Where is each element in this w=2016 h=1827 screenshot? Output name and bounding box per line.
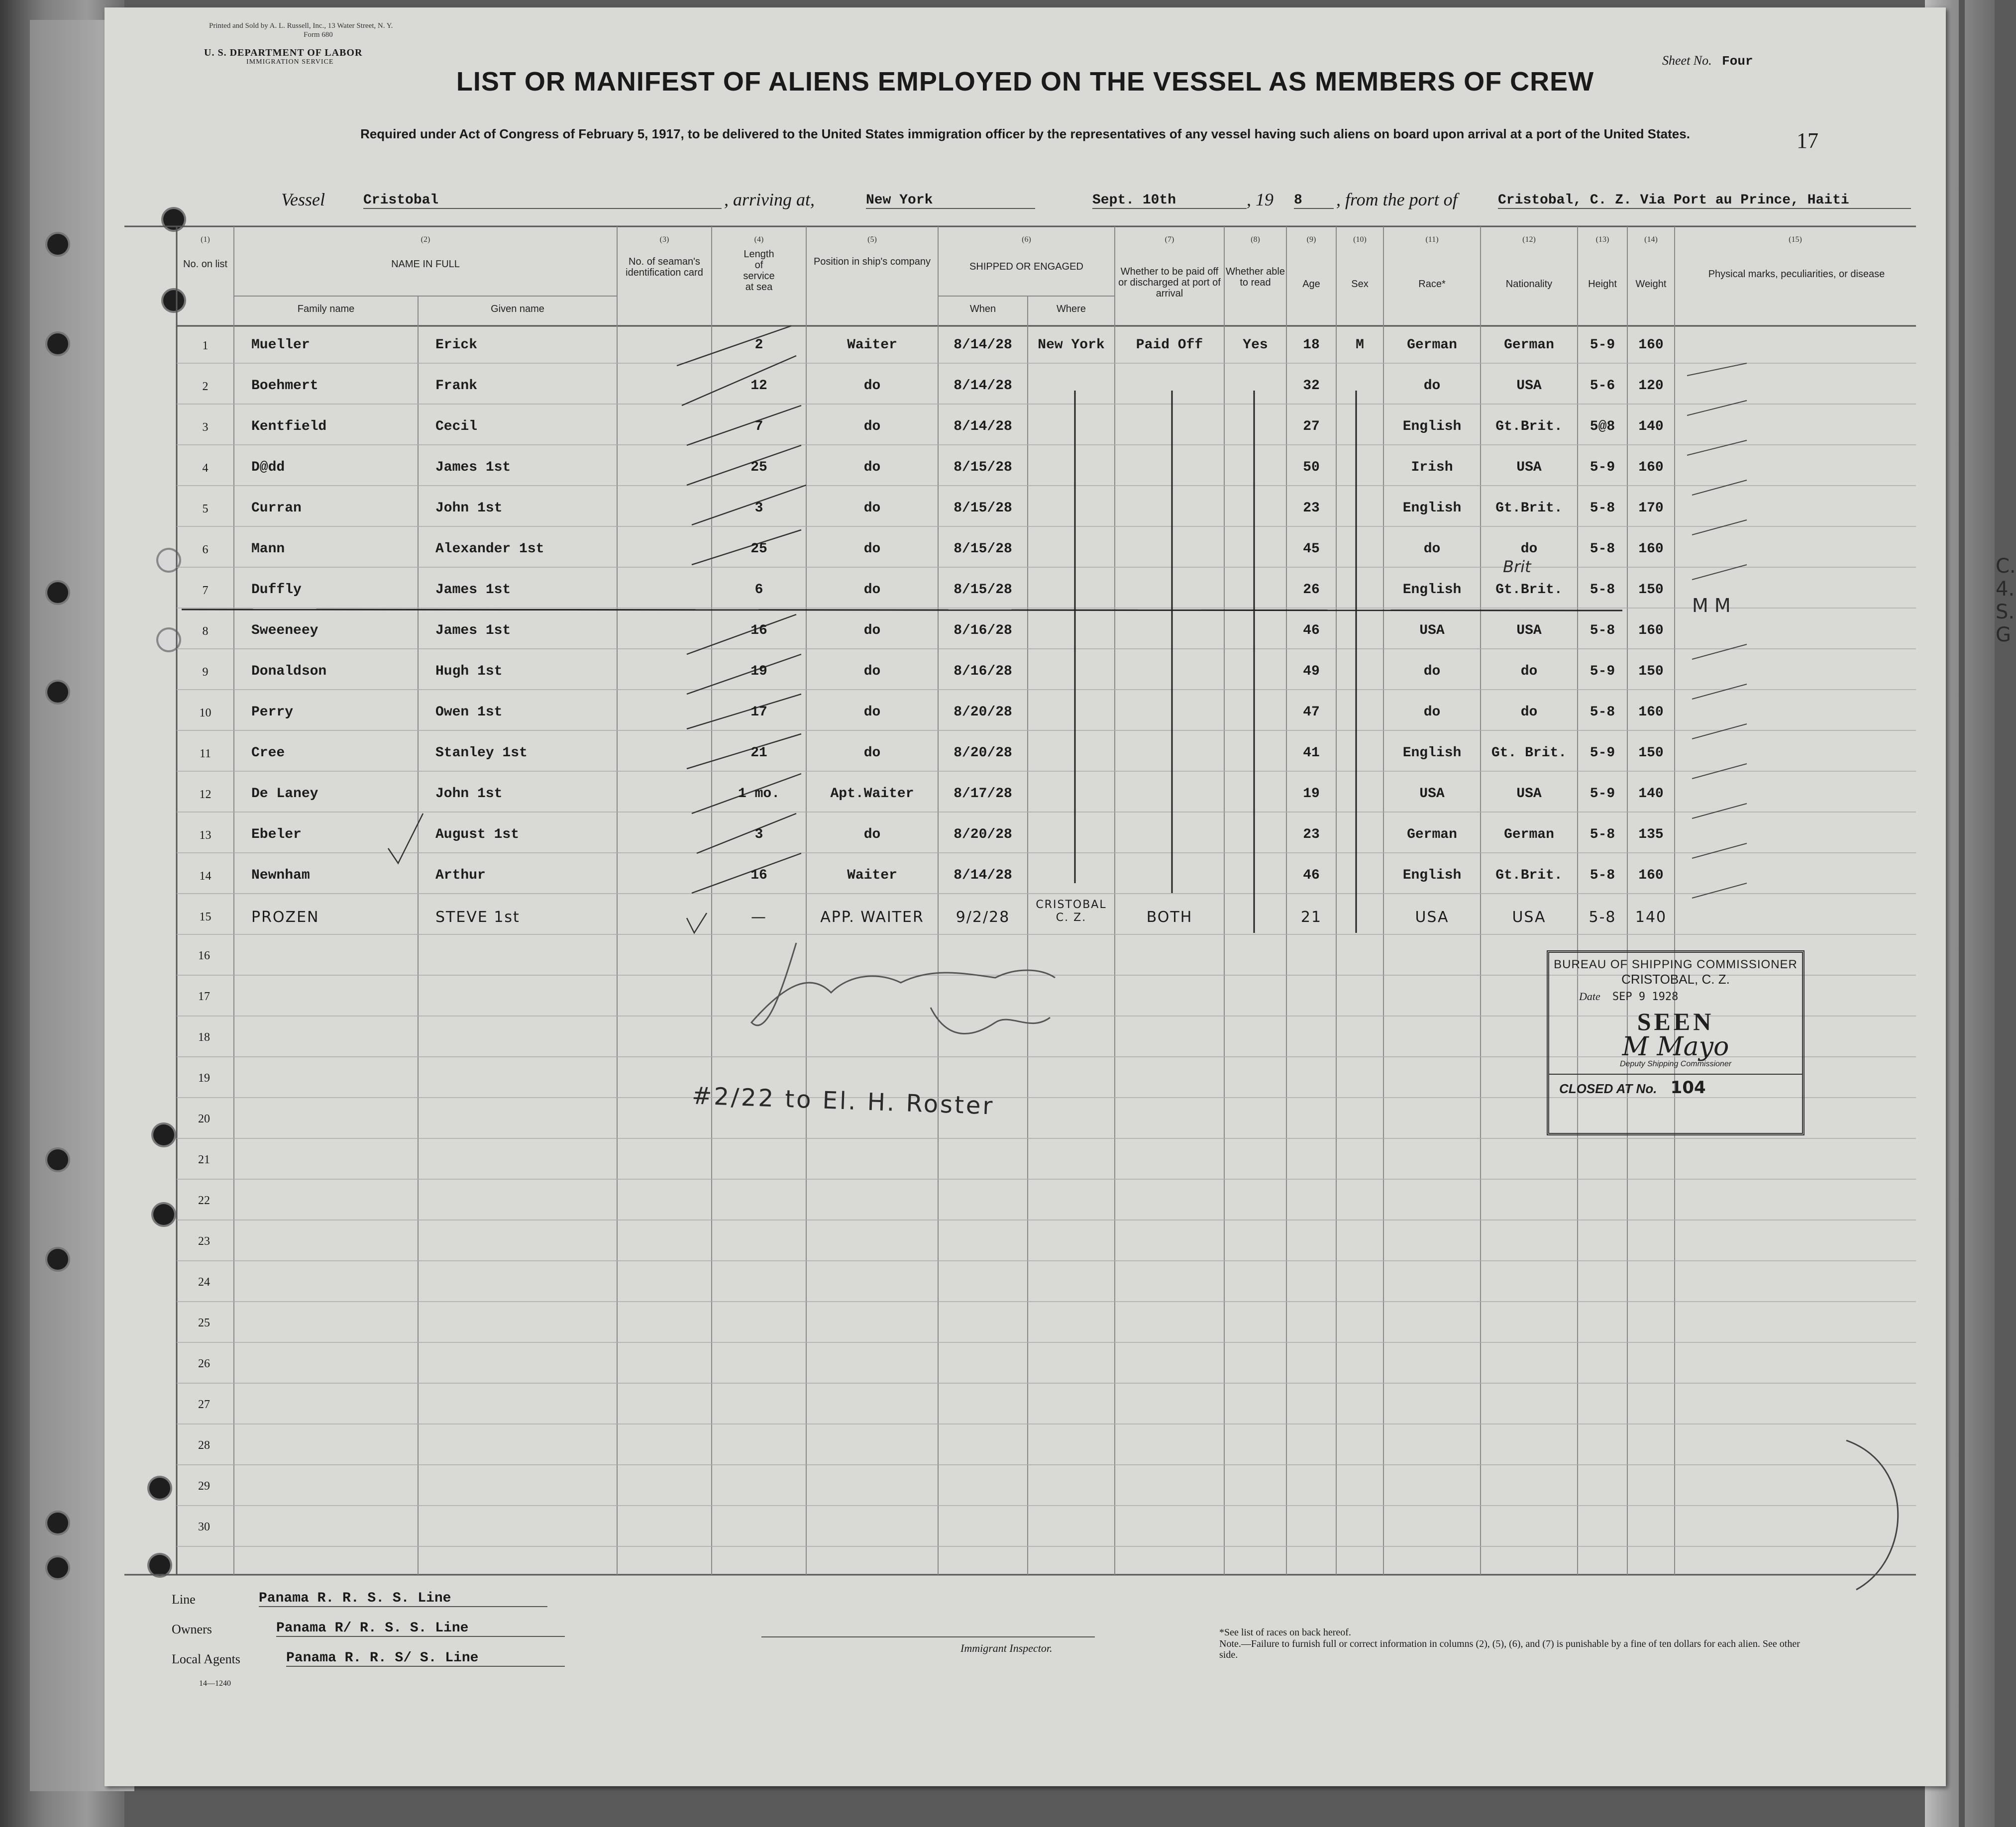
col-5-num: (5)	[867, 235, 877, 244]
row-age: 47	[1303, 705, 1320, 720]
empty-row-number: 27	[198, 1398, 210, 1411]
row-race: do	[1423, 664, 1441, 679]
row-position: do	[863, 582, 881, 598]
col-10-header: Sex	[1351, 279, 1369, 290]
row-age: 41	[1303, 745, 1320, 761]
sheet-number-label: Sheet No.	[1662, 53, 1712, 68]
row-weight: 140	[1638, 419, 1664, 434]
row-family-name: Curran	[251, 501, 302, 516]
footer-owners-value: Panama R/ R. S. S. Line	[276, 1621, 565, 1637]
row-nationality: German	[1504, 337, 1554, 353]
footer-agents-label: Local Agents	[172, 1652, 240, 1666]
binder-hole	[47, 234, 68, 255]
row-nationality: USA	[1516, 786, 1542, 802]
col-7-num: (7)	[1165, 235, 1174, 244]
row-height: 5-9	[1590, 460, 1615, 475]
row-family-name: PROZEN	[251, 909, 319, 926]
row-shipped-when: 8/20/28	[954, 745, 1012, 761]
row-nationality: Gt.Brit.	[1495, 419, 1563, 434]
col-3-header: No. of seaman's identification card	[626, 256, 703, 278]
row-service-length: 3	[754, 501, 763, 516]
row-sex: M	[1356, 337, 1364, 353]
row-family-name: D@dd	[251, 460, 285, 475]
row-shipped-when: 8/14/28	[954, 337, 1012, 353]
row-height: 5-8	[1590, 541, 1615, 557]
row-weight: 140	[1635, 909, 1667, 926]
from-port: Cristobal, C. Z. Via Port au Prince, Haiti	[1498, 193, 1911, 209]
row-weight: 170	[1638, 501, 1664, 516]
row-height: 5-8	[1590, 868, 1615, 883]
row-number: 2	[202, 380, 209, 393]
row-race: German	[1407, 337, 1457, 353]
row-height: 5-8	[1589, 909, 1616, 926]
binder-hole	[47, 1149, 68, 1170]
row-height: 5-9	[1590, 664, 1615, 679]
row-service-length: 7	[754, 419, 763, 434]
row-race: USA	[1415, 909, 1449, 926]
row-number: 11	[199, 747, 212, 760]
row-family-name: Mann	[251, 541, 285, 557]
sheet-number-value: Four	[1722, 54, 1753, 69]
arriving-label: , arriving at,	[724, 190, 815, 209]
row-family-name: Kentfield	[251, 419, 327, 434]
empty-row-number: 16	[198, 949, 210, 962]
col-8-num: (8)	[1251, 235, 1260, 244]
row-nationality: do	[1520, 664, 1538, 679]
row-family-name: Ebeler	[251, 827, 302, 842]
row-family-name: Cree	[251, 745, 285, 761]
footer-agents-value: Panama R. R. S/ S. Line	[286, 1650, 565, 1667]
row-service-length: —	[751, 909, 767, 926]
row-number: 14	[199, 870, 212, 883]
row-given-name: John 1st	[435, 786, 503, 802]
row-nationality: Gt.Brit.	[1495, 868, 1563, 883]
row-age: 23	[1303, 501, 1320, 516]
stamp-closed-row	[1549, 1074, 1802, 1098]
row-service-length: 6	[754, 582, 763, 598]
row-weight: 160	[1638, 705, 1664, 720]
row-number: 6	[202, 543, 209, 556]
row-nationality: USA	[1516, 378, 1542, 394]
row-service-length: 3	[754, 827, 763, 842]
col-10-num: (10)	[1353, 235, 1367, 244]
col-6-header: SHIPPED OR ENGAGED	[969, 261, 1083, 272]
col-12-header: Nationality	[1505, 279, 1553, 290]
row-number: 3	[202, 421, 209, 434]
row-position: do	[863, 827, 881, 842]
year-value: 8	[1294, 193, 1334, 209]
row-nationality: German	[1504, 827, 1554, 842]
row-race: do	[1423, 378, 1441, 394]
empty-row-number: 19	[198, 1072, 210, 1085]
col-9-num: (9)	[1306, 235, 1316, 244]
row-age: 46	[1303, 623, 1320, 638]
row-weight: 135	[1638, 827, 1664, 842]
row-given-name: Stanley 1st	[435, 745, 528, 761]
row-family-name: Sweeneey	[251, 623, 318, 638]
col-1-num: (1)	[201, 235, 210, 244]
row-position: do	[863, 623, 881, 638]
col-2-family-header: Family name	[297, 304, 355, 314]
row-height: 5-8	[1590, 582, 1615, 598]
row-position: Waiter	[847, 868, 897, 883]
margin-note-right: C. 4. S. G	[1996, 555, 2016, 646]
row-number: 9	[202, 666, 209, 679]
stamp-role: Deputy Shipping Commissioner	[1619, 1060, 1732, 1068]
col-13-num: (13)	[1595, 235, 1609, 244]
row-race: USA	[1419, 786, 1445, 802]
row-shipped-when: 8/15/28	[954, 541, 1012, 557]
row-height: 5-9	[1590, 745, 1615, 761]
row-age: 49	[1303, 664, 1320, 679]
row-height: 5-9	[1590, 337, 1615, 353]
row-family-name: Duffly	[251, 582, 302, 598]
empty-row-number: 24	[198, 1276, 210, 1289]
page-subtitle: Required under Act of Congress of February 5, 1917, to be delivered to the United States immigration officer by the representatives of any vessel having such aliens on board upon arrival at a port of the United States.	[360, 126, 1690, 141]
row-age: 18	[1303, 337, 1320, 353]
row-service-length: 25	[750, 541, 767, 557]
col-13-header: Height	[1588, 279, 1617, 290]
stamp-closed-label: CLOSED AT No.	[1559, 1081, 1657, 1096]
row-given-name: Frank	[435, 378, 478, 394]
empty-row-number: 20	[198, 1113, 210, 1125]
col-15-num: (15)	[1789, 235, 1802, 244]
row-position: do	[863, 745, 881, 761]
row-weight: 160	[1638, 460, 1664, 475]
row-service-length: 16	[750, 868, 767, 883]
stamp-location: CRISTOBAL, C. Z.	[1621, 972, 1730, 987]
row-position: do	[863, 664, 881, 679]
row-age: 19	[1303, 786, 1320, 802]
row-height: 5-8	[1590, 705, 1615, 720]
row-given-name: STEVE 1st	[435, 909, 520, 926]
row-age: 50	[1303, 460, 1320, 475]
binder-hole	[47, 582, 68, 603]
row-service-length: 17	[750, 705, 767, 720]
row-race: do	[1423, 541, 1441, 557]
row-family-name: Boehmert	[251, 378, 318, 394]
empty-row-number: 25	[198, 1317, 210, 1329]
row-shipped-when: 8/14/28	[954, 868, 1012, 883]
col-14-header: Weight	[1635, 279, 1667, 290]
row-given-name: Erick	[435, 337, 478, 353]
row-number: 12	[199, 788, 212, 801]
row-number: 7	[202, 584, 209, 597]
empty-row-number: 17	[198, 990, 210, 1003]
empty-row-number: 22	[198, 1194, 210, 1207]
row-shipped-when: 8/14/28	[954, 378, 1012, 394]
row-weight: 150	[1638, 745, 1664, 761]
empty-row-number: 26	[198, 1357, 210, 1370]
row-nationality: USA	[1516, 460, 1542, 475]
department-name: U. S. DEPARTMENT OF LABOR	[204, 47, 363, 58]
arriving-port: New York	[866, 193, 1035, 209]
row-number: 15	[199, 911, 212, 923]
year-label: , 19	[1247, 190, 1273, 209]
row-age: 26	[1303, 582, 1320, 598]
row-given-name: Hugh 1st	[435, 664, 503, 679]
footer-note-races: *See list of races on back hereof.	[1219, 1627, 1351, 1638]
row-family-name: Mueller	[251, 337, 310, 353]
row-position: Waiter	[847, 337, 897, 353]
row-given-name: James 1st	[435, 582, 511, 598]
row-race: English	[1402, 745, 1462, 761]
immigrant-inspector-label: Immigrant Inspector.	[960, 1642, 1053, 1654]
row-race: Irish	[1411, 460, 1453, 475]
stamp-signature: M Mayo	[1622, 1032, 1729, 1062]
row-paid-off: Paid Off	[1136, 337, 1203, 353]
row-race: German	[1407, 827, 1457, 842]
row-position: do	[863, 501, 881, 516]
row-race: USA	[1419, 623, 1445, 638]
row-paid-off: BOTH	[1146, 909, 1193, 926]
footer-note-penalty: Note.—Failure to furnish full or correct information in columns (2), (5), (6), and (7) is punishable by a fine of ten dollars for each alien. See other side.	[1219, 1638, 1800, 1660]
row-given-name: Owen 1st	[435, 705, 503, 720]
page-number: 17	[1797, 128, 1818, 153]
row-shipped-when: 8/16/28	[954, 664, 1012, 679]
row-shipped-where: New York	[1038, 337, 1105, 353]
vessel-name: Cristobal	[363, 193, 722, 209]
row-service-length: 1 mo.	[738, 786, 780, 802]
footer-form-number: 14—1240	[199, 1679, 231, 1688]
empty-row-number: 28	[198, 1439, 210, 1452]
col-2-num: (2)	[421, 235, 430, 244]
row-height: 5-8	[1590, 827, 1615, 842]
row-number: 1	[202, 339, 209, 352]
row-nationality: Gt.Brit.	[1495, 501, 1563, 516]
empty-row-number: 18	[198, 1031, 210, 1044]
margin-note-brit: Brit	[1503, 557, 1531, 576]
row-position: do	[863, 460, 881, 475]
page-title: LIST OR MANIFEST OF ALIENS EMPLOYED ON THE VESSEL AS MEMBERS OF CREW	[456, 67, 1594, 97]
row-weight: 160	[1638, 337, 1664, 353]
vessel-label: Vessel	[281, 190, 325, 209]
col-11-num: (11)	[1425, 235, 1439, 244]
row-service-length: 25	[750, 460, 767, 475]
row-shipped-when: 8/15/28	[954, 460, 1012, 475]
row-weight: 160	[1638, 868, 1664, 883]
row-shipped-when: 8/20/28	[954, 827, 1012, 842]
row-number: 13	[199, 829, 212, 842]
row-nationality: USA	[1516, 623, 1542, 638]
row-position: APP. WAITER	[820, 909, 924, 926]
stamp-date-label: Date	[1579, 990, 1600, 1003]
row-weight: 160	[1638, 541, 1664, 557]
row-race: English	[1402, 868, 1462, 883]
row-number: 8	[202, 625, 209, 638]
row-age: 27	[1303, 419, 1320, 434]
row-nationality: do	[1520, 705, 1538, 720]
empty-row-number: 30	[198, 1521, 210, 1533]
row-service-length: 12	[750, 378, 767, 394]
printer-line-1: Printed and Sold by A. L. Russell, Inc., 13 Water Street, N. Y.	[209, 22, 393, 30]
col-4-header: Length of service at sea	[743, 249, 775, 293]
row-service-length: 16	[750, 623, 767, 638]
row-shipped-when: 9/2/28	[955, 909, 1010, 926]
row-family-name: De Laney	[251, 786, 318, 802]
binder-hole	[47, 1557, 68, 1578]
printer-line-2: Form 680	[304, 31, 333, 39]
row-nationality: do	[1520, 541, 1538, 557]
row-position: Apt.Waiter	[830, 786, 914, 802]
stamp-closed-no: 104	[1670, 1078, 1706, 1098]
col-3-num: (3)	[659, 235, 669, 244]
stamp-date: SEP 9 1928	[1612, 991, 1679, 1003]
row-service-length: 19	[750, 664, 767, 679]
col-8-header: Whether able to read	[1226, 266, 1285, 288]
row-height: 5@8	[1590, 419, 1615, 434]
row-family-name: Donaldson	[251, 664, 327, 679]
col-6-where-header: Where	[1057, 304, 1086, 314]
row-height: 5-8	[1590, 623, 1615, 638]
col-9-header: Age	[1302, 279, 1320, 290]
manifest-sheet	[105, 7, 2016, 1786]
binder-hole	[47, 682, 68, 703]
row-service-length: 2	[754, 337, 763, 353]
col-6-num: (6)	[1022, 235, 1031, 244]
row-age: 32	[1303, 378, 1320, 394]
row-given-name: James 1st	[435, 623, 511, 638]
row-race: English	[1402, 501, 1462, 516]
row-number: 10	[199, 707, 212, 719]
row-height: 5-9	[1590, 786, 1615, 802]
col-2-given-header: Given name	[491, 304, 544, 314]
footer-owners-label: Owners	[172, 1622, 212, 1636]
empty-row-number: 21	[198, 1153, 210, 1166]
empty-row-number: 29	[198, 1480, 210, 1493]
empty-row-number: 23	[198, 1235, 210, 1248]
footer-line-label: Line	[172, 1592, 196, 1607]
row-weight: 140	[1638, 786, 1664, 802]
row-position: do	[863, 705, 881, 720]
row-number: 5	[202, 503, 209, 515]
from-label: , from the port of	[1336, 190, 1458, 209]
row-shipped-where: CRISTOBAL C. Z.	[1036, 899, 1107, 924]
col-12-num: (12)	[1522, 235, 1536, 244]
margin-note-mm: M M	[1692, 595, 1731, 616]
row-able-to-read: Yes	[1243, 337, 1268, 353]
row-age: 21	[1300, 909, 1322, 926]
handwritten-note: #2/22 to El. H. Roster	[691, 1082, 995, 1120]
row-position: do	[863, 378, 881, 394]
row-race: English	[1402, 419, 1462, 434]
row-weight: 120	[1638, 378, 1664, 394]
binder-hole	[47, 1249, 68, 1270]
col-11-header: Race*	[1418, 279, 1446, 290]
row-shipped-when: 8/20/28	[954, 705, 1012, 720]
row-age: 23	[1303, 827, 1320, 842]
row-age: 45	[1303, 541, 1320, 557]
row-given-name: James 1st	[435, 460, 511, 475]
row-shipped-when: 8/16/28	[954, 623, 1012, 638]
binder-hole	[47, 1513, 68, 1533]
col-14-num: (14)	[1644, 235, 1658, 244]
page-edge-shadow	[1959, 0, 1965, 1827]
row-height: 5-8	[1590, 501, 1615, 516]
row-family-name: Newnham	[251, 868, 310, 883]
row-race: do	[1423, 705, 1441, 720]
row-weight: 160	[1638, 623, 1664, 638]
row-position: do	[863, 419, 881, 434]
footer-line-value: Panama R. R. S. S. Line	[259, 1591, 547, 1607]
col-7-header: Whether to be paid off or discharged at port of arrival	[1118, 266, 1221, 299]
row-service-length: 21	[750, 745, 767, 761]
row-weight: 150	[1638, 582, 1664, 598]
row-shipped-when: 8/15/28	[954, 501, 1012, 516]
row-given-name: August 1st	[435, 827, 520, 842]
row-given-name: Arthur	[435, 868, 486, 883]
service-name: IMMIGRATION SERVICE	[246, 58, 334, 66]
row-shipped-when: 8/17/28	[954, 786, 1012, 802]
row-given-name: Alexander 1st	[435, 541, 544, 557]
row-shipped-when: 8/14/28	[954, 419, 1012, 434]
col-4-num: (4)	[754, 235, 764, 244]
row-given-name: John 1st	[435, 501, 503, 516]
stamp-seen: SEEN	[1637, 1008, 1714, 1035]
row-age: 46	[1303, 868, 1320, 883]
col-6-when-header: When	[969, 304, 996, 314]
row-nationality: USA	[1512, 909, 1546, 926]
col-1-header: No. on list	[183, 259, 227, 270]
stamp-bureau: BUREAU OF SHIPPING COMMISSIONER	[1554, 958, 1798, 971]
stamp-date-row	[1549, 990, 1802, 1003]
row-shipped-when: 8/15/28	[954, 582, 1012, 598]
row-weight: 150	[1638, 664, 1664, 679]
col-15-header: Physical marks, peculiarities, or disease	[1708, 269, 1885, 280]
row-nationality: Gt. Brit.	[1491, 745, 1567, 761]
row-family-name: Perry	[251, 705, 294, 720]
commissioner-stamp	[1547, 950, 1804, 1135]
row-height: 5-6	[1590, 378, 1615, 394]
row-position: do	[863, 541, 881, 557]
table-grid	[105, 7, 1946, 1786]
binder-hole	[47, 333, 68, 354]
row-race: English	[1402, 582, 1462, 598]
row-number: 4	[202, 462, 209, 475]
col-2-header: NAME IN FULL	[391, 259, 460, 270]
col-5-header: Position in ship's company	[813, 256, 931, 267]
row-given-name: Cecil	[435, 419, 478, 434]
arrival-date: Sept. 10th	[1092, 193, 1247, 209]
row-nationality: Gt.Brit.	[1495, 582, 1563, 598]
